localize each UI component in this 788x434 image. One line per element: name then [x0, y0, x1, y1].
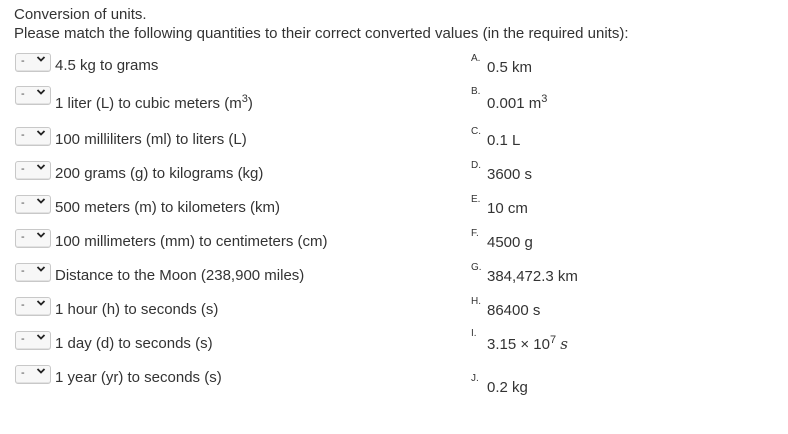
select-value: -	[21, 88, 25, 100]
select-value: -	[21, 55, 25, 67]
question-text: 4.5 kg to grams	[55, 57, 159, 74]
answer-select[interactable]	[15, 331, 51, 350]
answer-value: 10 cm	[487, 200, 528, 217]
question-header	[14, 5, 629, 43]
answer-select[interactable]	[15, 365, 51, 384]
select-value: -	[21, 231, 25, 243]
question-text: 1 hour (h) to seconds (s)	[55, 301, 219, 318]
question-text: 100 milliliters (ml) to liters (L)	[55, 131, 247, 148]
chevron-down-icon	[36, 127, 46, 139]
answer-select[interactable]	[15, 195, 51, 214]
select-value: -	[21, 129, 25, 141]
answer-letter: F.	[471, 228, 479, 239]
select-value: -	[21, 299, 25, 311]
select-value: -	[21, 367, 25, 379]
question-text: 200 grams (g) to kilograms (kg)	[55, 165, 264, 182]
answer-letter: H.	[471, 296, 481, 307]
answer-letter: I.	[471, 328, 477, 339]
answer-value: 384,472.3 km	[487, 268, 578, 285]
chevron-down-icon	[36, 161, 46, 173]
chevron-down-icon	[36, 263, 46, 275]
question-title: Conversion of units.	[14, 6, 147, 23]
answer-letter: C.	[471, 126, 481, 137]
answer-value: 0.001 $m^3$	[487, 93, 548, 112]
answer-value: 0.1 L	[487, 132, 521, 149]
select-value: -	[21, 163, 25, 175]
answer-letter: B.	[471, 86, 481, 97]
answer-letter: A.	[471, 53, 481, 64]
answer-value: 3600 s	[487, 166, 533, 183]
chevron-down-icon	[36, 86, 46, 98]
question-text: 1 year (yr) to seconds (s)	[55, 369, 222, 386]
answer-letter: J.	[471, 373, 479, 384]
answer-letter: E.	[471, 194, 481, 205]
answer-value: 4500 g	[487, 234, 533, 251]
answer-select[interactable]	[15, 229, 51, 248]
answer-value: 0.2 kg	[487, 379, 528, 396]
select-value: -	[21, 333, 25, 345]
question-instructions: Please match the following quantities to their correct converted values (in the required units):	[14, 25, 629, 42]
select-value: -	[21, 265, 25, 277]
question-text: 500 meters (m) to kilometers (km)	[55, 199, 281, 216]
question-text: 100 millimeters (mm) to centimeters (cm)	[55, 233, 328, 250]
chevron-down-icon	[36, 297, 46, 309]
answer-select[interactable]	[15, 263, 51, 282]
answer-select[interactable]	[15, 161, 51, 180]
answer-value: 86400 s	[487, 302, 541, 319]
chevron-down-icon	[36, 195, 46, 207]
chevron-down-icon	[36, 331, 46, 343]
answer-select[interactable]	[15, 297, 51, 316]
answer-letter: D.	[471, 160, 481, 171]
answer-select[interactable]	[15, 53, 51, 72]
question-text: 1 day (d) to seconds (s)	[55, 335, 213, 352]
answer-select[interactable]	[15, 127, 51, 146]
question-text: Distance to the Moon (238,900 miles)	[55, 267, 305, 284]
select-value: -	[21, 197, 25, 209]
answer-letter: G.	[471, 262, 482, 273]
answer-select[interactable]	[15, 86, 51, 105]
chevron-down-icon	[36, 53, 46, 65]
chevron-down-icon	[36, 365, 46, 377]
answer-value: $3.15 \times 10^7$ s	[487, 334, 568, 353]
chevron-down-icon	[36, 229, 46, 241]
question-text: 1 liter (L) to cubic meters $(m^3)$	[55, 93, 253, 112]
answer-value: 0.5 km	[487, 59, 533, 76]
